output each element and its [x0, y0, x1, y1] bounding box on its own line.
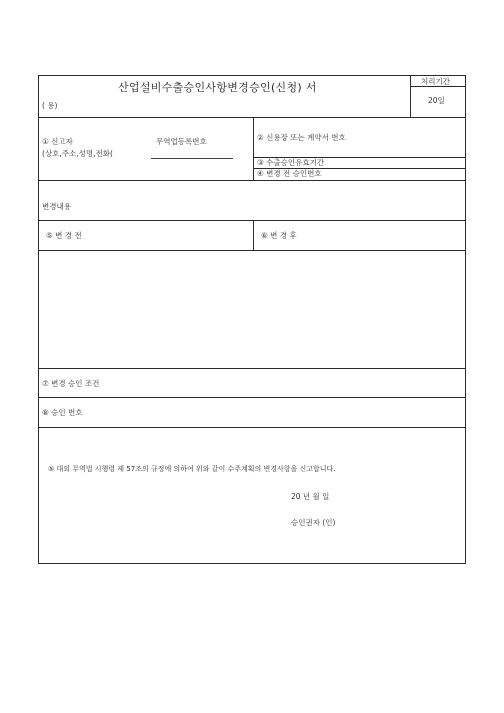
trade-registration-underline	[151, 158, 233, 159]
change-header-line	[38, 250, 466, 251]
border-right	[465, 75, 466, 564]
header-bottom-line	[38, 117, 466, 118]
border-bottom	[38, 563, 466, 564]
processing-value: 20일	[428, 96, 445, 105]
document-title: 산업설비수출승인사항변경승인(신청) 서	[118, 81, 317, 94]
border-top	[38, 75, 466, 76]
applicant-label: ① 신고자	[42, 137, 73, 146]
change-before-label: ⑤ 변 경 전	[46, 231, 82, 240]
conditions-bottom	[38, 397, 466, 398]
processing-box-divider	[410, 75, 411, 117]
trade-registration-label: 무역업등록번호	[156, 137, 207, 146]
conditions-label: ⑦ 변경 승인 조건	[42, 379, 100, 388]
validity-label: ③ 수출승인유효기간	[257, 158, 325, 167]
change-section-title: 변경내용	[42, 202, 71, 211]
processing-label: 처리기간	[421, 77, 450, 86]
credit-number-label: ② 신용장 또는 계약서 번호	[257, 133, 346, 142]
prev-approval-label: ④ 변경 전 승인번호	[257, 169, 322, 178]
declaration-text: ⑤ 대외 무역법 시행령 제 57조의 규정에 의하여 위와 같이 수주계획의 변경사항을 신고합니다.	[48, 465, 336, 473]
approval-number-label: ⑧ 승인 번호	[42, 408, 83, 417]
change-body-bottom	[38, 368, 466, 369]
document-subtitle: ( 용)	[42, 101, 58, 110]
approval-number-bottom	[38, 427, 466, 428]
border-left	[38, 75, 39, 564]
declaration-approver: 승인권자 (인)	[291, 518, 336, 527]
change-title-line	[38, 220, 466, 221]
applicant-sub: (상호,주소,성명,전화(	[42, 149, 113, 158]
change-after-label: ⑥ 변 경 후	[261, 231, 297, 240]
change-divider	[253, 220, 254, 250]
declaration-date: 20 년 월 일	[291, 492, 330, 501]
applicant-divider	[253, 117, 254, 180]
applicant-bottom-line	[38, 180, 466, 181]
processing-box-mid	[410, 86, 466, 87]
